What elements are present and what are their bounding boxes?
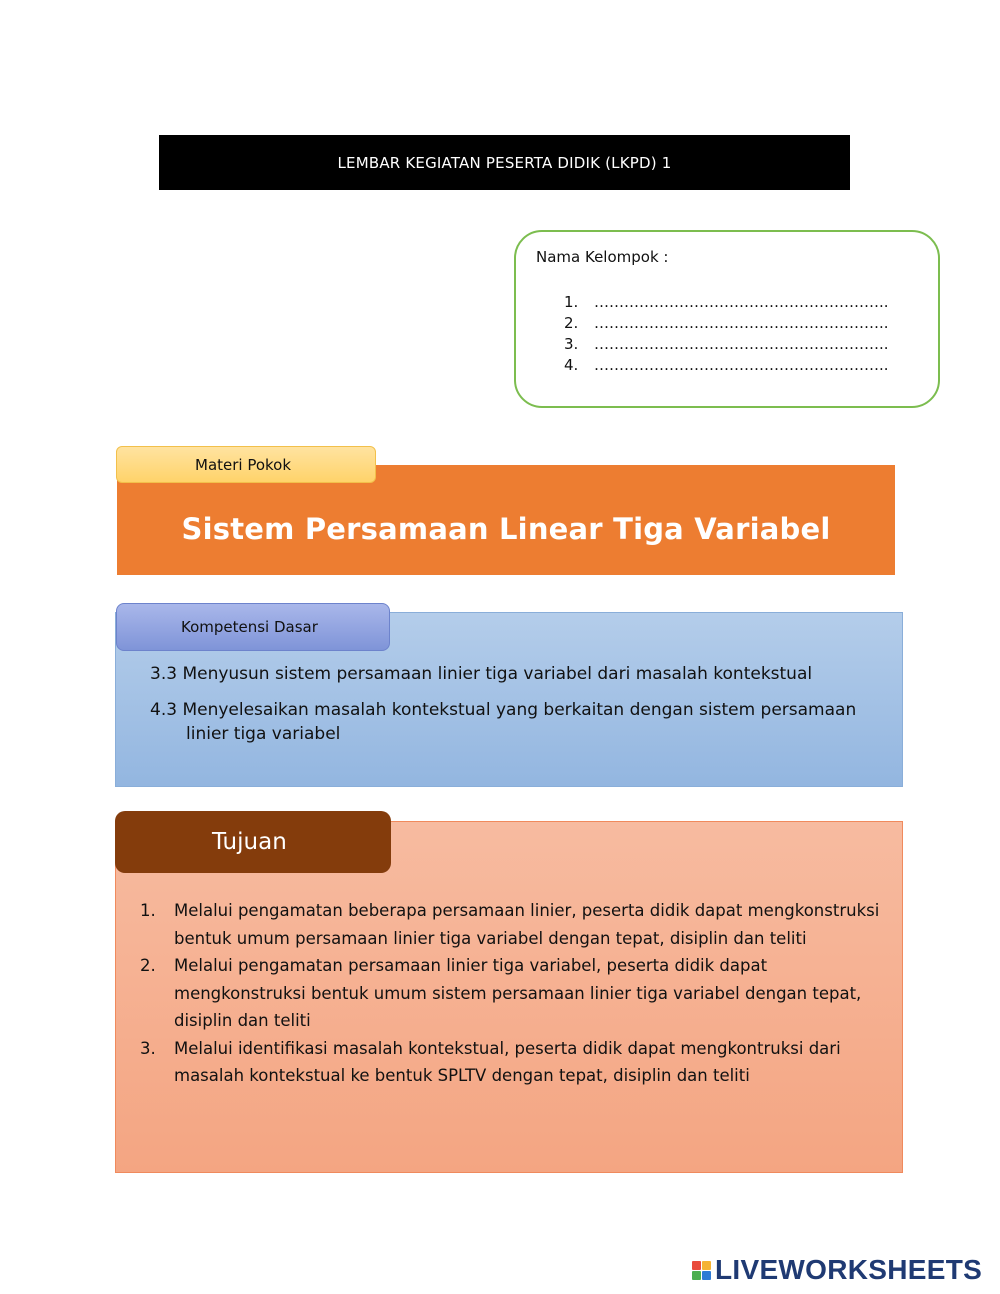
tujuan-label: Tujuan — [212, 829, 287, 855]
logo-square — [702, 1261, 711, 1270]
group-member-row[interactable]: 1. ………………………………………………….. — [564, 293, 889, 311]
kompetensi-dasar-label: Kompetensi Dasar — [181, 618, 318, 636]
materi-pokok-tab — [116, 446, 376, 483]
logo-square — [692, 1271, 701, 1280]
member-blank[interactable]: ………………………………………………….. — [594, 293, 889, 311]
kd-item: 3.3 Menyusun sistem persamaan linier tiga variabel dari masalah kontekstual — [150, 664, 813, 684]
liveworksheets-logo-icon — [692, 1261, 711, 1280]
tujuan-item: 2. Melalui pengamatan persamaan linier tiga variabel, peserta didik dapat mengkonstruksi bentuk umum sistem persamaan linier tiga variabel dengan tepat, disiplin dan teliti — [140, 956, 862, 1030]
member-blank[interactable]: ………………………………………………….. — [594, 314, 889, 332]
liveworksheets-watermark — [692, 1255, 982, 1285]
kompetensi-dasar-tab — [116, 603, 390, 651]
materi-pokok-label: Materi Pokok — [195, 455, 292, 474]
tujuan-tab — [115, 811, 391, 873]
group-member-list — [564, 292, 889, 376]
group-member-row[interactable]: 3. ………………………………………………….. — [564, 335, 889, 353]
member-blank[interactable]: ………………………………………………….. — [594, 335, 889, 353]
logo-square — [692, 1261, 701, 1270]
worksheet-title-bar — [159, 135, 850, 190]
group-name-box — [514, 230, 940, 408]
group-member-row[interactable]: 2. ………………………………………………….. — [564, 314, 889, 332]
liveworksheets-wordmark: LIVEWORKSHEETS — [715, 1254, 983, 1285]
tujuan-list — [140, 897, 880, 1090]
worksheet-title: LEMBAR KEGIATAN PESERTA DIDIK (LKPD) 1 — [337, 153, 672, 172]
group-name-label: Nama Kelompok : — [536, 248, 669, 266]
member-blank[interactable]: ………………………………………………….. — [594, 356, 889, 374]
kd-item: 4.3 Menyelesaikan masalah kontekstual yang berkaitan dengan sistem persamaan linier tiga variabel — [150, 700, 857, 744]
group-member-row[interactable]: 4. ………………………………………………….. — [564, 356, 889, 374]
tujuan-item: 3. Melalui identifikasi masalah kontekstual, peserta didik dapat mengkontruksi dari masalah kontekstual ke bentuk SPLTV dengan tepat, disiplin dan teliti — [140, 1038, 841, 1085]
materi-title: Sistem Persamaan Linear Tiga Variabel — [181, 512, 831, 546]
logo-square — [702, 1271, 711, 1280]
tujuan-item: 1. Melalui pengamatan beberapa persamaan linier, peserta didik dapat mengkonstruksi bentuk umum persamaan linier tiga variabel dengan tepat, disiplin dan teliti — [140, 901, 880, 948]
